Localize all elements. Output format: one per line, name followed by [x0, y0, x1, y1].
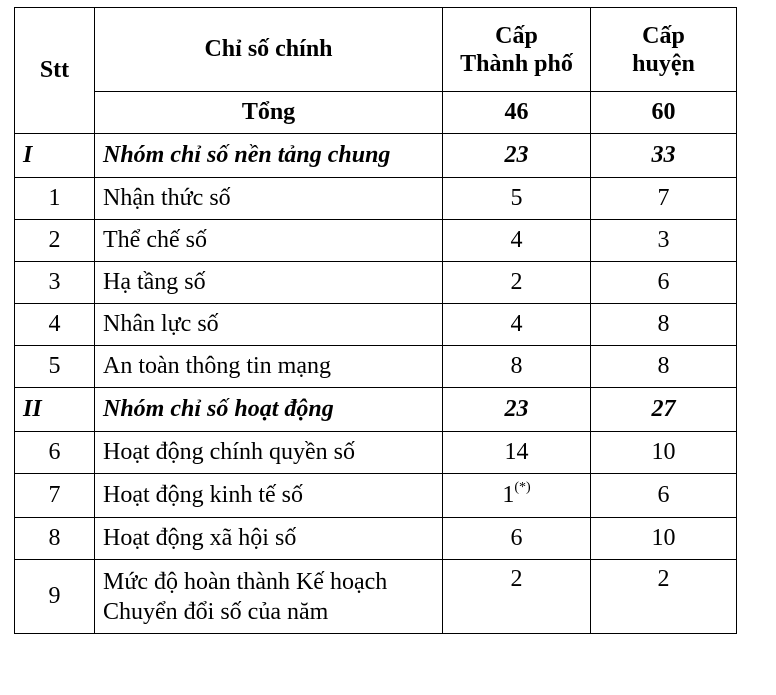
- row-stt: 7: [15, 474, 95, 518]
- row-city: 2: [443, 560, 591, 634]
- row-label: [95, 560, 443, 634]
- row-label: Hoạt động xã hội số: [95, 518, 443, 560]
- group-district: 33: [591, 134, 737, 178]
- total-label: Tổng: [95, 92, 443, 134]
- row-label: Hoạt động kinh tế số: [95, 474, 443, 518]
- header-city-line1: Cấp: [495, 22, 538, 49]
- group-row: [15, 388, 737, 432]
- row-stt: 3: [15, 262, 95, 304]
- row-stt: 2: [15, 220, 95, 262]
- group-label: Nhóm chỉ số hoạt động: [95, 388, 443, 432]
- row-city: 2: [443, 262, 591, 304]
- row-city: 14: [443, 432, 591, 474]
- row-district: 6: [591, 474, 737, 518]
- group-label: Nhóm chỉ số nền tảng chung: [95, 134, 443, 178]
- row-district: 8: [591, 304, 737, 346]
- row-city-value: 1: [502, 482, 515, 508]
- header-stt: Stt: [15, 8, 95, 134]
- table-row: [15, 178, 737, 220]
- total-district: 60: [591, 92, 737, 134]
- row-label: Hoạt động chính quyền số: [95, 432, 443, 474]
- row-city: 6: [443, 518, 591, 560]
- row-stt: 6: [15, 432, 95, 474]
- row-label-line2: Chuyển đổi số của năm: [103, 598, 329, 625]
- header-city: [443, 8, 591, 92]
- row-stt: 1: [15, 178, 95, 220]
- row-label: Hạ tầng số: [95, 262, 443, 304]
- header-row: [15, 8, 737, 92]
- table-row: [15, 560, 737, 634]
- row-stt: 4: [15, 304, 95, 346]
- row-city: 5: [443, 178, 591, 220]
- group-city: 23: [443, 134, 591, 178]
- row-label: Thể chế số: [95, 220, 443, 262]
- row-stt: 5: [15, 346, 95, 388]
- row-label: Nhận thức số: [95, 178, 443, 220]
- table-row: [15, 432, 737, 474]
- row-city: 4: [443, 220, 591, 262]
- index-table: [14, 7, 737, 634]
- row-stt: 8: [15, 518, 95, 560]
- row-stt: 9: [15, 560, 95, 634]
- total-row: [15, 92, 737, 134]
- group-roman: II: [15, 388, 95, 432]
- group-district: 27: [591, 388, 737, 432]
- header-district-line1: Cấp: [642, 22, 685, 49]
- row-district: 3: [591, 220, 737, 262]
- table-row: [15, 474, 737, 518]
- footnote-marker: (*): [514, 480, 531, 495]
- group-row: [15, 134, 737, 178]
- row-label: An toàn thông tin mạng: [95, 346, 443, 388]
- group-city: 23: [443, 388, 591, 432]
- group-roman: I: [15, 134, 95, 178]
- row-district: 2: [591, 560, 737, 634]
- header-district: [591, 8, 737, 92]
- table-row: [15, 220, 737, 262]
- header-city-line2: Thành phố: [460, 50, 573, 77]
- row-city: [443, 474, 591, 518]
- row-district: 7: [591, 178, 737, 220]
- header-district-line2: huyện: [632, 50, 695, 77]
- header-main-index: Chỉ số chính: [95, 8, 443, 92]
- table-row: [15, 262, 737, 304]
- table-row: [15, 346, 737, 388]
- table-row: [15, 304, 737, 346]
- row-label: Nhân lực số: [95, 304, 443, 346]
- total-city: 46: [443, 92, 591, 134]
- row-district: 10: [591, 432, 737, 474]
- row-city: 4: [443, 304, 591, 346]
- row-label-line1: Mức độ hoàn thành Kế hoạch: [103, 568, 388, 595]
- row-district: 10: [591, 518, 737, 560]
- row-district: 8: [591, 346, 737, 388]
- row-district: 6: [591, 262, 737, 304]
- table-row: [15, 518, 737, 560]
- row-city: 8: [443, 346, 591, 388]
